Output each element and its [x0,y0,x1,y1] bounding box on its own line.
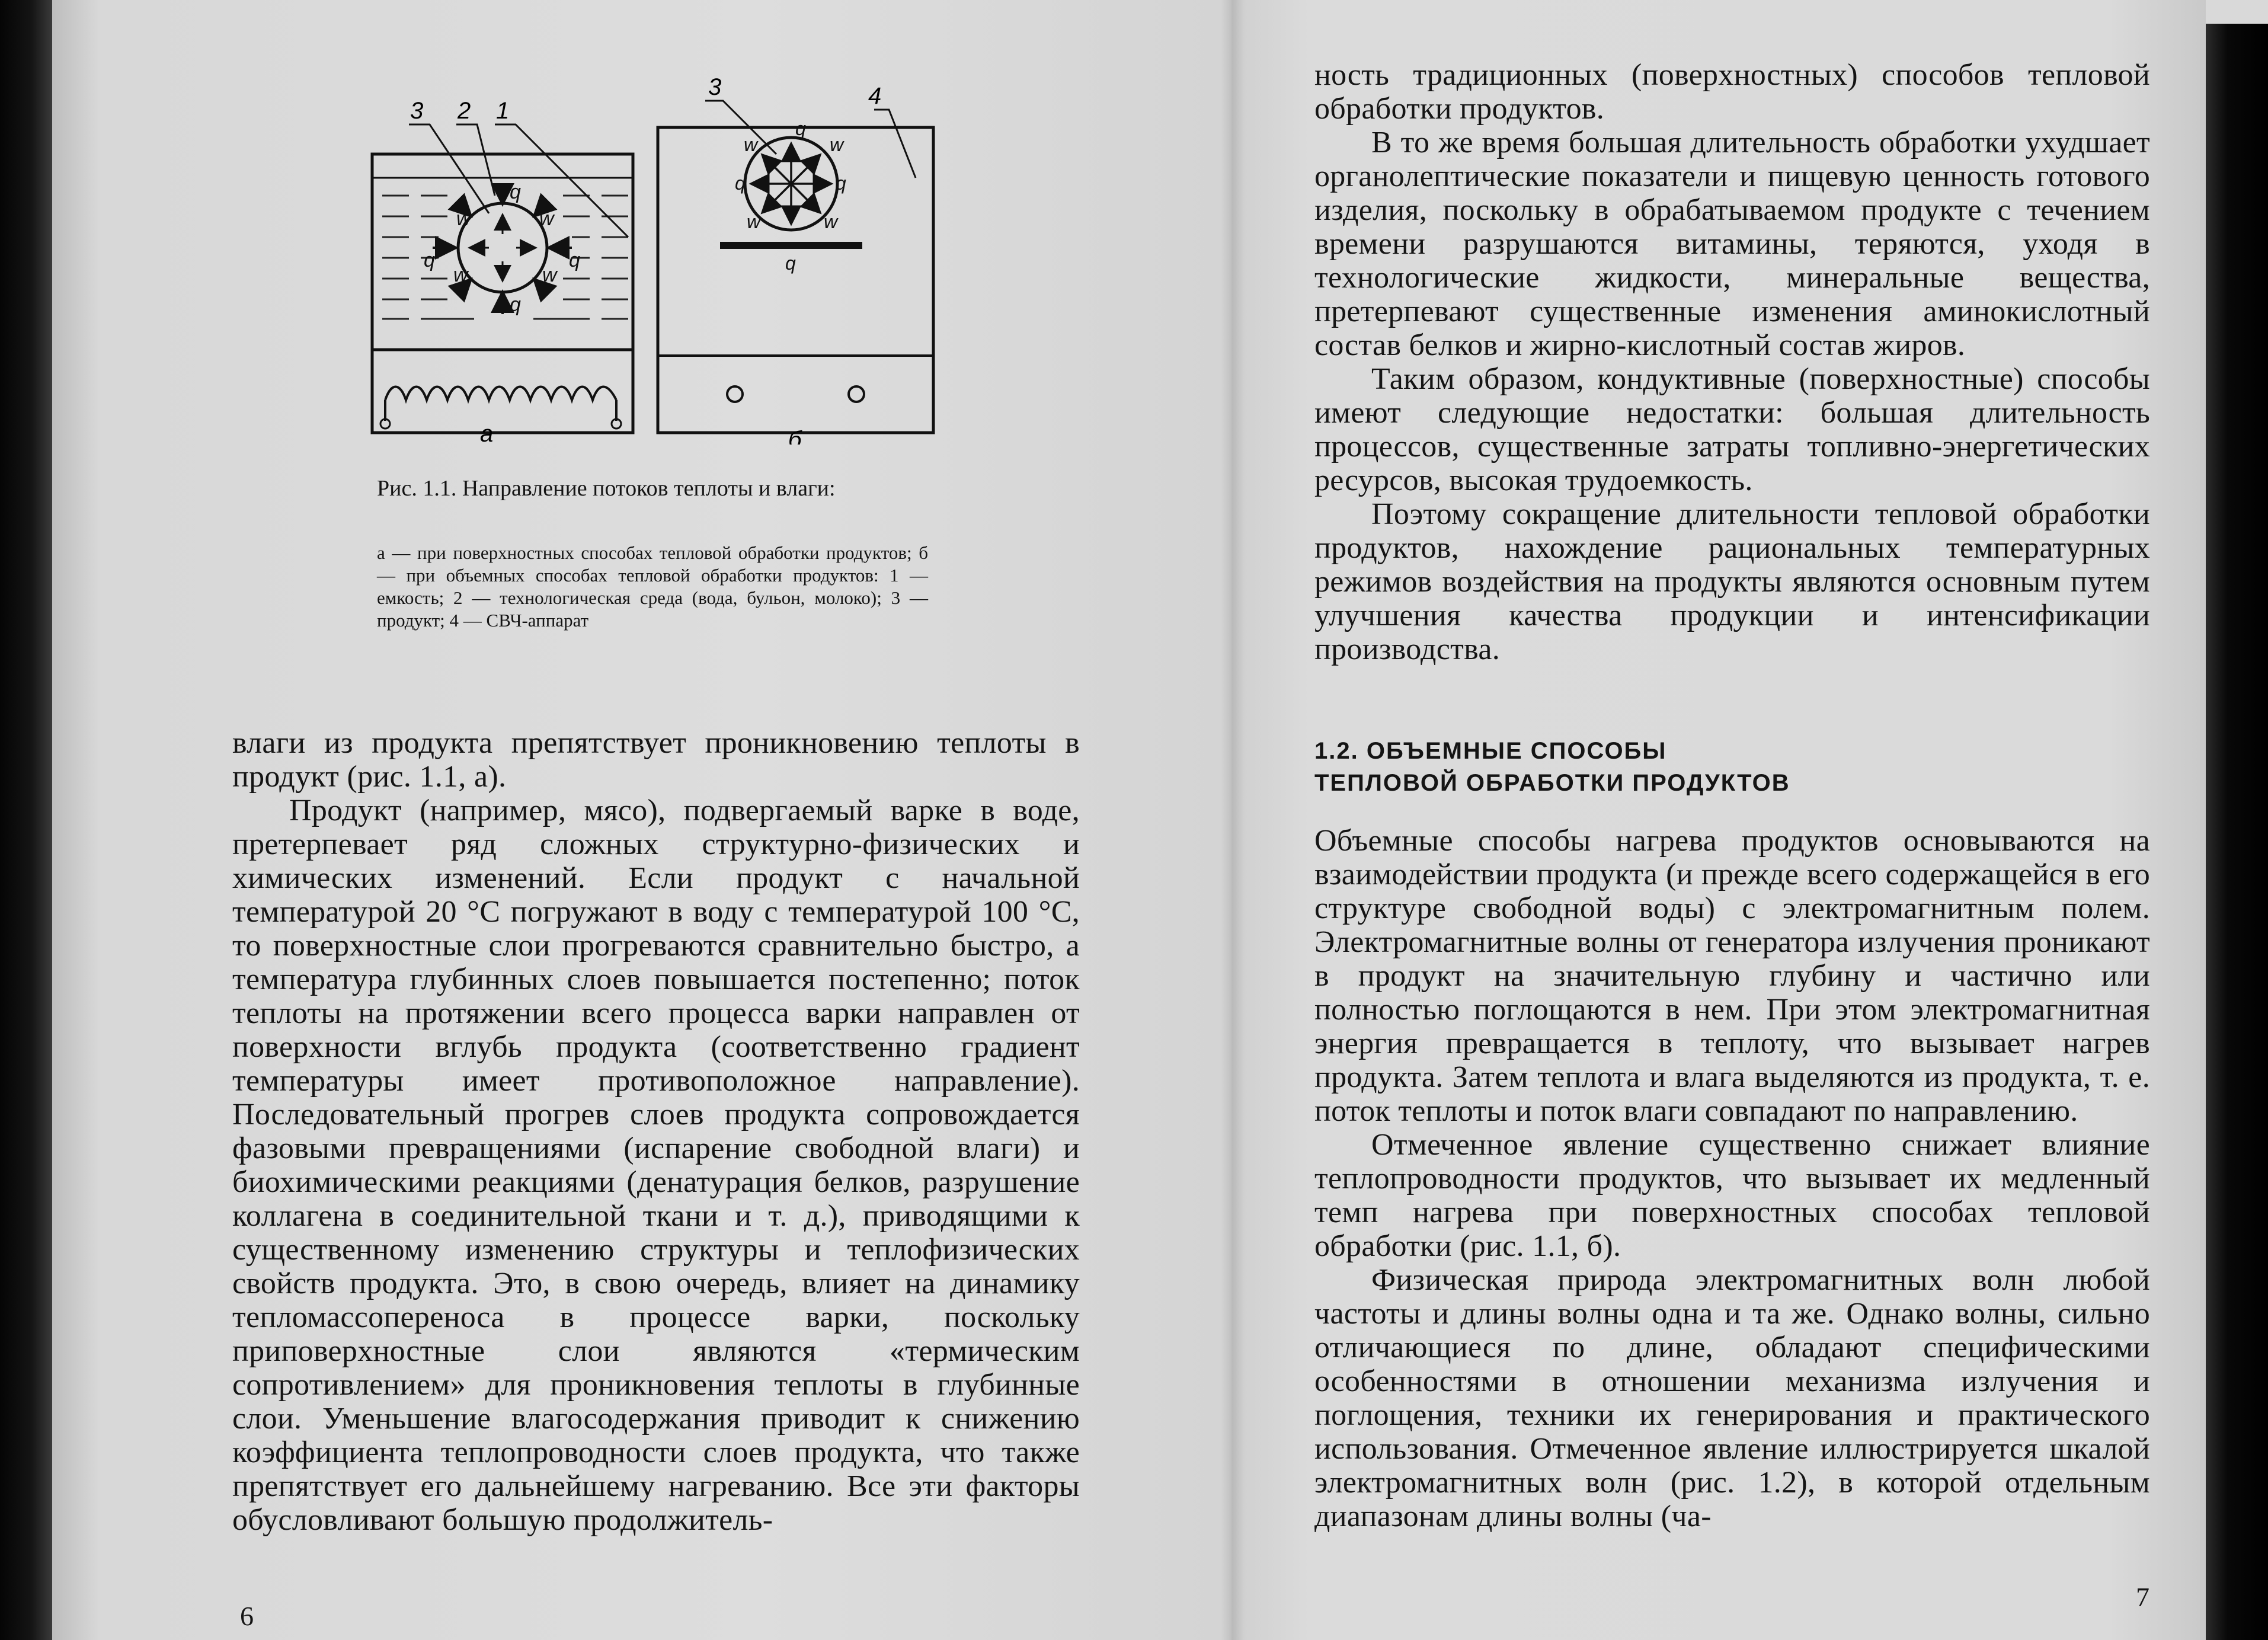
svg-text:q: q [424,249,435,271]
callout-1-a: 1 [496,98,510,124]
svg-text:q: q [795,118,806,139]
paragraph: Объемные способы нагрева продуктов основываются на взаимодействии продукта (и прежде всего содержащейся в его структуре свободной воды) с электромагнитным полем. Электромагнитные волны от генератора излучения проникают в продукт на значительную глубину и частично или полностью поглощаются в нем. При этом электромагнитная энергия превращается в теплоту, что вызывает нагрев продукта. Затем теплота и влага выделяются из продукта, т. е. поток теплоты и поток влаги совпадают по направлению. [1314,824,2150,1128]
paragraph: влаги из продукта препятствует проникновению теплоты в продукт (рис. 1.1, а). [232,726,1080,794]
svg-text:w: w [824,211,838,232]
heating-coil [385,387,616,401]
left-page-body [232,726,1080,1537]
svg-text:w: w [453,264,468,286]
right-page-body-bottom [1314,824,2150,1533]
paragraph: ность традиционных (поверхностных) способов тепловой обработки продуктов. [1314,58,2150,126]
page-number-left: 6 [240,1601,254,1631]
page-number-right: 7 [2136,1582,2149,1612]
paragraph: Поэтому сокращение длительности тепловой обработки продуктов, нахождение рациональных температурных режимов воздействия на продукты являются основным путем улучшения качества продукции и интенсификации производства. [1314,497,2150,666]
control-knob-2 [849,386,864,402]
svg-text:w: w [539,207,554,230]
book-edge-left [0,0,52,1640]
svg-text:w: w [456,207,471,230]
paragraph: Таким образом, кондуктивные (поверхностные) способы имеют следующие недостатки: большая длительность процессов, существенные затраты топливно-энергетических ресурсов, высокая трудоемкость. [1314,362,2150,497]
paragraph: В то же время большая длительность обработки ухудшает органолептические показатели и пищевую ценность готового изделия, поскольку в обрабатываемом продукте с течением времени разрушаются витамины, теряются, уходя в технологические жидкости, минеральные вещества, претерпевают существенные изменения аминокислотный состав белков и жирно-кислотный состав жиров. [1314,126,2150,362]
book-gutter [1221,0,1245,1640]
panel-b [658,77,933,445]
book-edge-right [2206,24,2268,1640]
svg-text:q: q [836,172,846,194]
svg-text:w: w [744,134,758,155]
figure-heat-moisture-flow [367,77,948,445]
svg-text:q: q [510,181,521,203]
svg-text:w: w [830,134,844,155]
panel-a-marker: а [480,421,494,445]
callout-4-b: 4 [868,83,882,109]
svg-text:q: q [785,252,796,274]
svg-text:q: q [735,172,746,194]
callout-2-a: 2 [458,98,471,124]
arrows-out-b [751,143,831,224]
section-heading [1314,735,2150,799]
panel-b-marker: б [788,427,802,445]
figure-caption-legend: а — при поверхностных способах тепловой обработки продуктов; б — при объемных способах тепловой обработки продуктов: 1 — емкость; 2 — технологическая среда (вода, бульон, молоко); 3 — продукт; 4 — СВЧ-аппарат [377,542,928,631]
callout-3-b: 3 [708,77,722,100]
svg-text:q: q [510,293,521,316]
svg-text:q: q [569,249,580,271]
paragraph: Продукт (например, мясо), подвергаемый варке в воде, претерпевает ряд сложных структурно-физических и химических изменений. Если продукт с начальной температурой 20 °С погружают в воду с температурой 100 °С, то поверхностные слои прогреваются сравнительно быстро, а температура глубинных слоев повышается постепенно; поток теплоты на протяжении всего процесса варки направлен от поверхности вглубь продукта (соответственно градиент температуры имеет противоположное направление). Последовательный прогрев слоев продукта сопровождается фазовыми превращениями (испарение свободной влаги) и биохимическими реакциями (денатурация белков, разрушение коллагена в соединительной ткани и т. д.), приводящими к существенному изменению структуры и теплофизических свойств продукта. Это, в свою очередь, влияет на динамику тепломассопереноса в процессе варки, поскольку приповерхностные слои являются «термическим сопротивлением» для проникновения теплоты в глубинные слои. Уменьшение влагосодержания приводит к снижению коэффициента теплопроводности слоев продукта, что также препятствует его дальнейшему нагреванию. Все эти факторы обусловливают большую продолжитель- [232,794,1080,1537]
callout-3-a: 3 [410,98,424,124]
product-tray [720,242,862,249]
right-page-body-top [1314,58,2150,666]
figure-svg [367,77,948,445]
section-heading-line-2: ТЕПЛОВОЙ ОБРАБОТКИ ПРОДУКТОВ [1314,770,1790,796]
panel-a [372,98,633,445]
control-knob-1 [727,386,743,402]
paragraph: Физическая природа электромагнитных волн любой частоты и длины волны одна и та же. Однако волны, сильно отличающиеся по длине, обладают специфическими особенностями в отношении механизма излучения и поглощения, техники их генерирования и практического использования. Отмеченное явление иллюстрируется шкалой электромагнитных волн (рис. 1.2), в которой отдельным диапазонам длины волны (ча- [1314,1263,2150,1533]
figure-caption-title: Рис. 1.1. Направление потоков теплоты и влаги: [377,476,836,501]
paragraph: Отмеченное явление существенно снижает влияние теплопроводности продуктов, что вызывает их медленный темп нагрева при поверхностных способах тепловой обработки (рис. 1.1, б). [1314,1128,2150,1263]
svg-text:w: w [747,211,761,232]
section-heading-line-1: 1.2. ОБЪЕМНЫЕ СПОСОБЫ [1314,738,1667,764]
svg-text:w: w [542,264,557,286]
